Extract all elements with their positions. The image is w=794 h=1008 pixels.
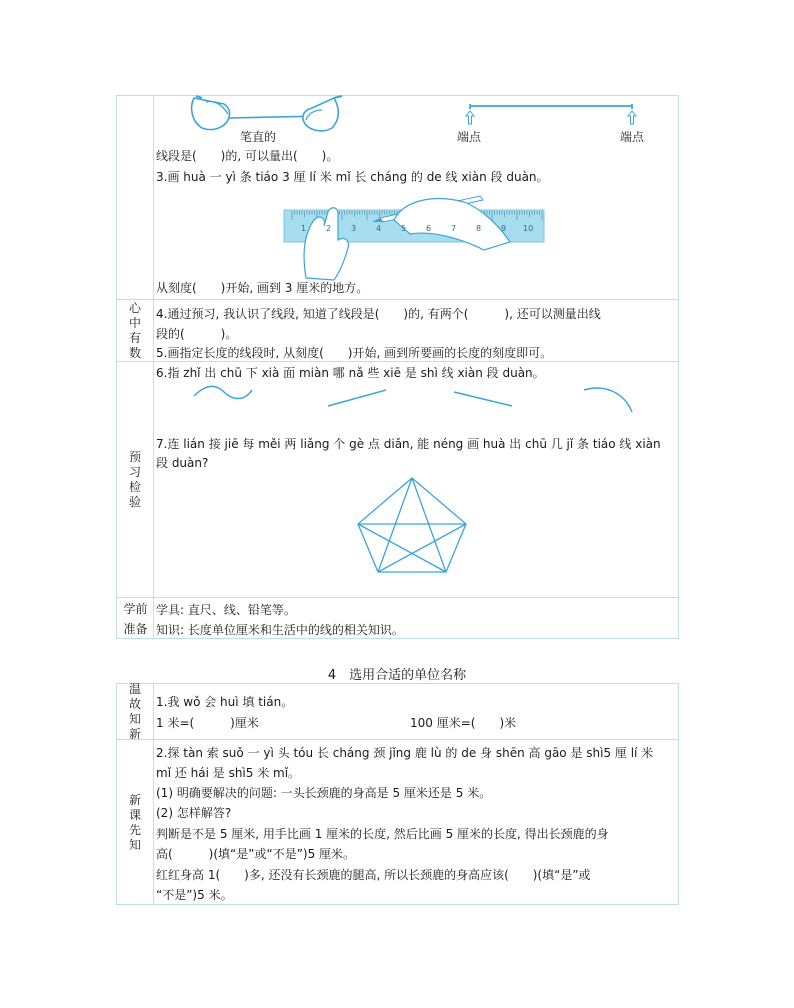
- question-7-line1: 7.连 lián 接 jiē 每 měi 两 liǎng 个 gè 点 diǎn, 能 néng 画 huà 出 chū 几 jǐ 条 tiáo 线 xiàn: [156, 437, 661, 451]
- section-preparation-label-line2: 准备: [123, 622, 148, 636]
- ruler-tick-label: 2: [326, 224, 332, 233]
- section-preparation-label-line1: 学前: [123, 602, 148, 616]
- paragraph-3-line2: 高( )(填“是”或“不是”)5 厘米。: [156, 847, 356, 861]
- section-review-label: 温故知新: [129, 681, 142, 741]
- section-preparation: [117, 597, 678, 640]
- section-line-segment-content: [154, 96, 678, 299]
- question-1: 1.我 wǒ 会 huì 填 tián。: [156, 695, 294, 709]
- ruler-tick-label: 9: [501, 224, 507, 233]
- empty-label-cell: [117, 96, 154, 299]
- section-new-lesson-label: 新课先知: [129, 793, 142, 852]
- question-4-line1: 4.通过预习, 我认识了线段, 知道了线段是( )的, 有两个( ), 还可以测量出线: [156, 307, 601, 321]
- paragraph-4-line2: “不是”)5 米。: [156, 888, 233, 902]
- ruler-tick-label: 8: [476, 224, 482, 233]
- ruler-tick-label: 7: [451, 224, 457, 233]
- ruler-with-hands-illustration: [284, 190, 546, 280]
- fill-cm-to-meter: 100 厘米=( )米: [410, 716, 517, 730]
- ruler-tick-label: 10: [523, 224, 534, 233]
- section-new-lesson: [117, 739, 678, 906]
- ruler-tick-label: 1: [301, 224, 307, 233]
- question-3-answer: 从刻度( )开始, 画到 3 厘米的地方。: [156, 281, 369, 295]
- question-5: 5.画指定长度的线段时, 从刻度( )开始, 画到所要画的长度的刻度即可。: [156, 346, 553, 360]
- lines-figure: [194, 384, 634, 416]
- label-endpoint-right: 端点: [620, 130, 645, 144]
- paragraph-4-line1: 红红身高 1( )多, 还没有长颈鹿的腿高, 所以长颈鹿的身高应该( )(填“是”或: [156, 868, 591, 882]
- question-2-line2: mǐ 还 hái 是 shì5 米 mǐ。: [156, 766, 301, 780]
- paragraph-1: (1) 明确要解决的问题: 一头长颈鹿的身高是 5 厘米还是 5 米。: [156, 786, 492, 800]
- section-mind: [117, 299, 678, 361]
- section-review: [117, 681, 678, 741]
- line-segment-illustration: [466, 104, 636, 130]
- paragraph-3-line1: 判断是不是 5 厘米, 用手比画 1 厘米的长度, 然后比画 5 厘米的长度, 得出长颈鹿的身: [156, 827, 609, 841]
- question-3: 3.画 huà 一 yì 条 tiáo 3 厘 lí 米 mǐ 长 cháng 的 de 线 xiàn 段 duàn。: [156, 170, 549, 184]
- section-preview-check: [117, 361, 678, 597]
- ruler-tick-label: 4: [376, 224, 382, 233]
- line-segment-fill-text: 线段是( )的, 可以量出( )。: [156, 149, 339, 163]
- section-mind-label: 心中有数: [129, 300, 142, 360]
- pentagon-figure: [356, 476, 468, 574]
- question-7-line2: 段 duàn?: [156, 456, 209, 470]
- paragraph-2: (2) 怎样解答?: [156, 806, 232, 820]
- preparation-tools: 学具: 直尺、线、铅笔等。: [156, 603, 296, 617]
- bottom-table: [116, 683, 679, 905]
- section-preview-check-label: 预习检验: [129, 449, 142, 509]
- fill-meter-to-cm: 1 米=( )厘米: [156, 716, 259, 730]
- ruler-tick-label: 5: [401, 224, 407, 233]
- preparation-knowledge: 知识: 长度单位厘米和生活中的线的相关知识。: [156, 623, 404, 637]
- question-4-line2: 段的( )。: [156, 327, 238, 341]
- top-table: [116, 95, 679, 639]
- section-title: 4 选用合适的单位名称: [327, 668, 467, 683]
- section-line-segment: [117, 96, 678, 299]
- question-6: 6.指 zhǐ 出 chū 下 xià 面 miàn 哪 nǎ 些 xiē 是 shì 线 xiàn 段 duàn。: [156, 366, 545, 380]
- label-endpoint-left: 端点: [457, 130, 482, 144]
- ruler-tick-label: 3: [351, 224, 357, 233]
- ruler-tick-label: 6: [426, 224, 432, 233]
- question-2-line1: 2.探 tàn 索 suǒ 一 yì 头 tóu 长 cháng 颈 jǐng 鹿 lù 的 de 身 shēn 高 gāo 是 shì5 厘 lí 米: [156, 746, 654, 760]
- label-straight: 笔直的: [240, 130, 277, 144]
